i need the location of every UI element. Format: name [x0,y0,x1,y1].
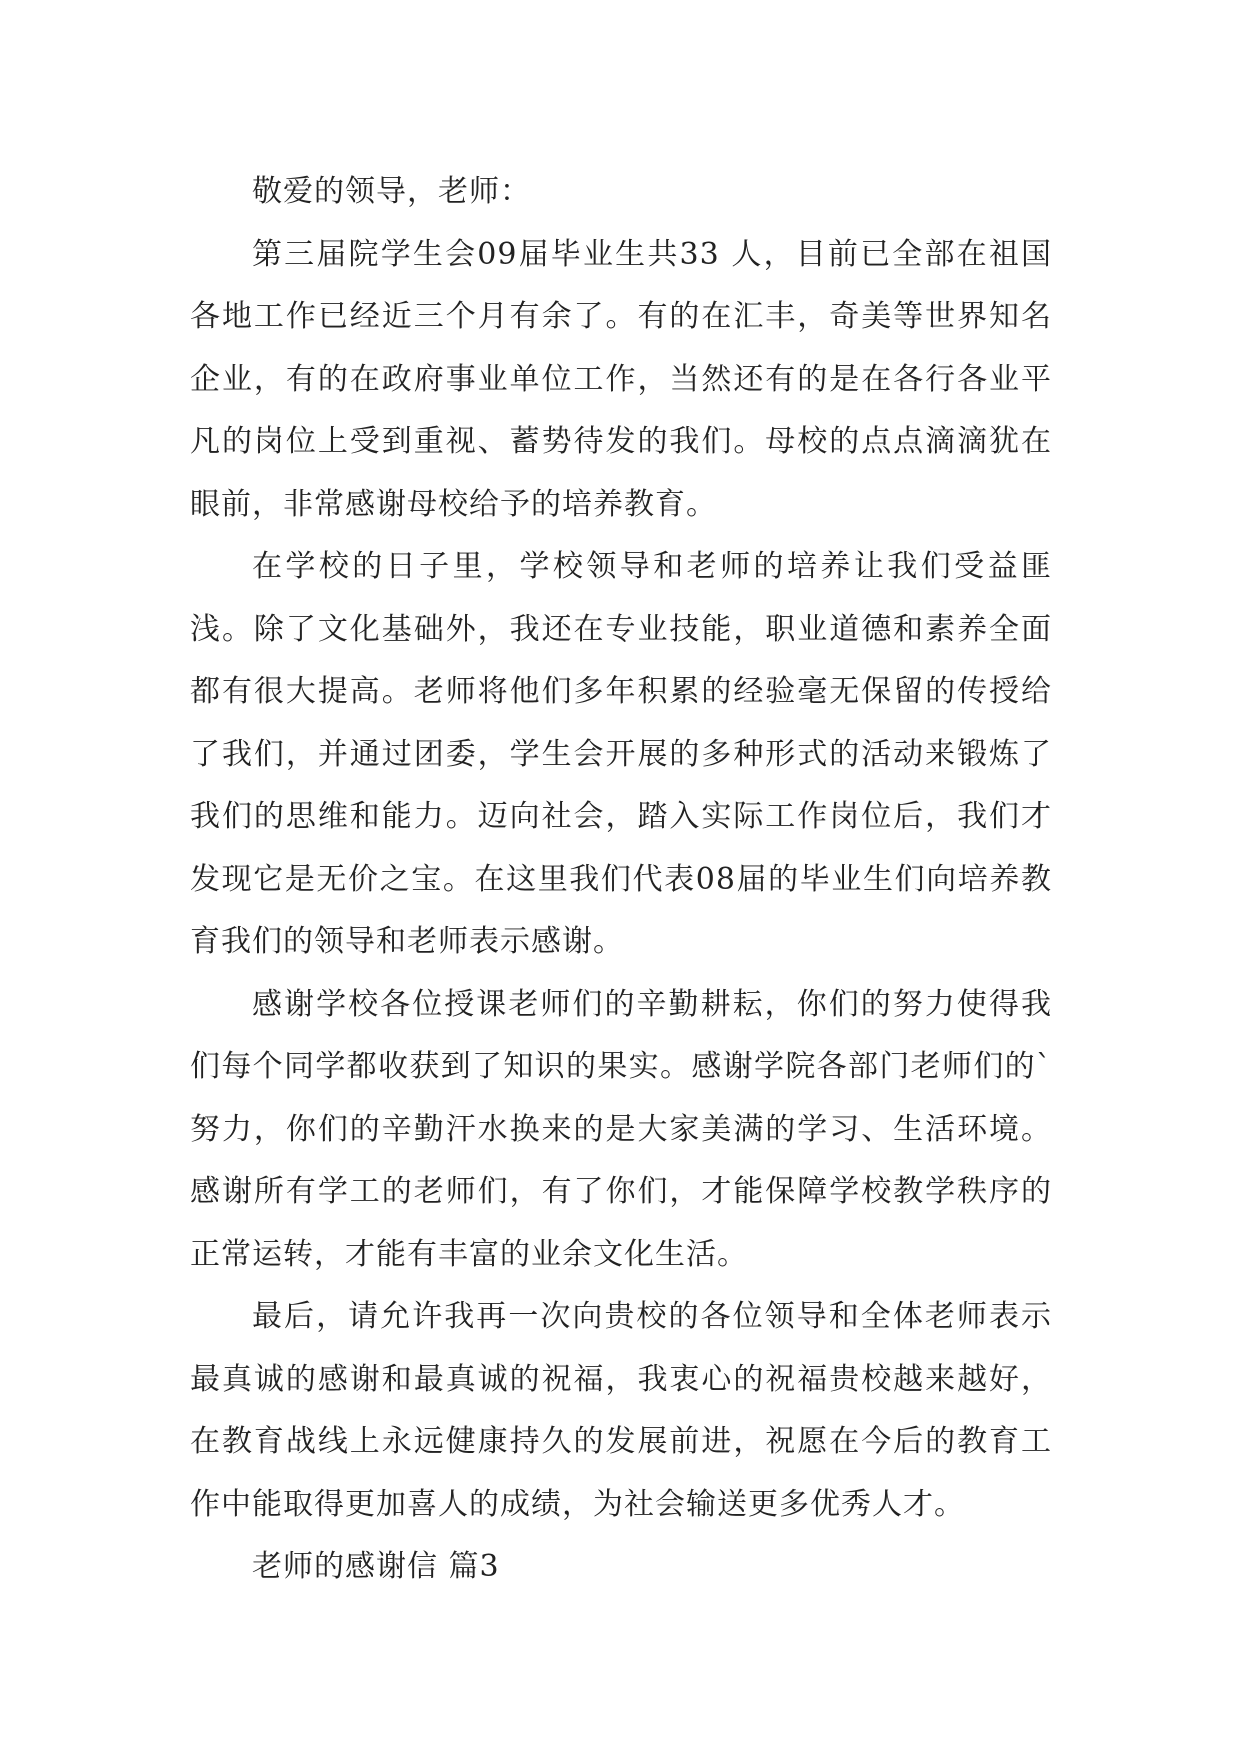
paragraph-3: 感谢学校各位授课老师们的辛勤耕耘，你们的努力使得我们每个同学都收获到了知识的果实。感谢学院各部门老师们的`努力，你们的辛勤汗水换来的是大家美满的学习、生活环境。感谢所有学工的老师们，有了你们，才能保障学校教学秩序的正常运转，才能有丰富的业余文化生活。 [190,986,1052,1272]
paragraph-1: 第三届院学生会09届毕业生共33 人，目前已全部在祖国各地工作已经近三个月有余了。有的在汇丰，奇美等世界知名企业，有的在政府事业单位工作，当然还有的是在各行各业平凡的岗位上受到重视、蓄势待发的我们。母校的点点滴滴犹在眼前，非常感谢母校给予的培养教育。 [190,236,1052,522]
salutation: 敬爱的领导，老师： [252,174,531,209]
paragraph-4: 最后，请允许我再一次向贵校的各位领导和全体老师表示最真诚的感谢和最真诚的祝福，我衷心的祝福贵校越来越好，在教育战线上永远健康持久的发展前进，祝愿在今后的教育工作中能取得更加喜人的成绩，为社会输送更多优秀人才。 [190,1299,1052,1522]
paragraph-2: 在学校的日子里，学校领导和老师的培养让我们受益匪浅。除了文化基础外，我还在专业技能，职业道德和素养全面都有很大提高。老师将他们多年积累的经验毫无保留的传授给了我们，并通过团委，学生会开展的多种形式的活动来锻炼了我们的思维和能力。迈向社会，踏入实际工作岗位后，我们才发现它是无价之宝。在这里我们代表08届的毕业生们向培养教育我们的领导和老师表示感谢。 [190,549,1052,959]
section-heading: 老师的感谢信 篇3 [252,1549,500,1584]
letter-body [190,161,1052,1599]
